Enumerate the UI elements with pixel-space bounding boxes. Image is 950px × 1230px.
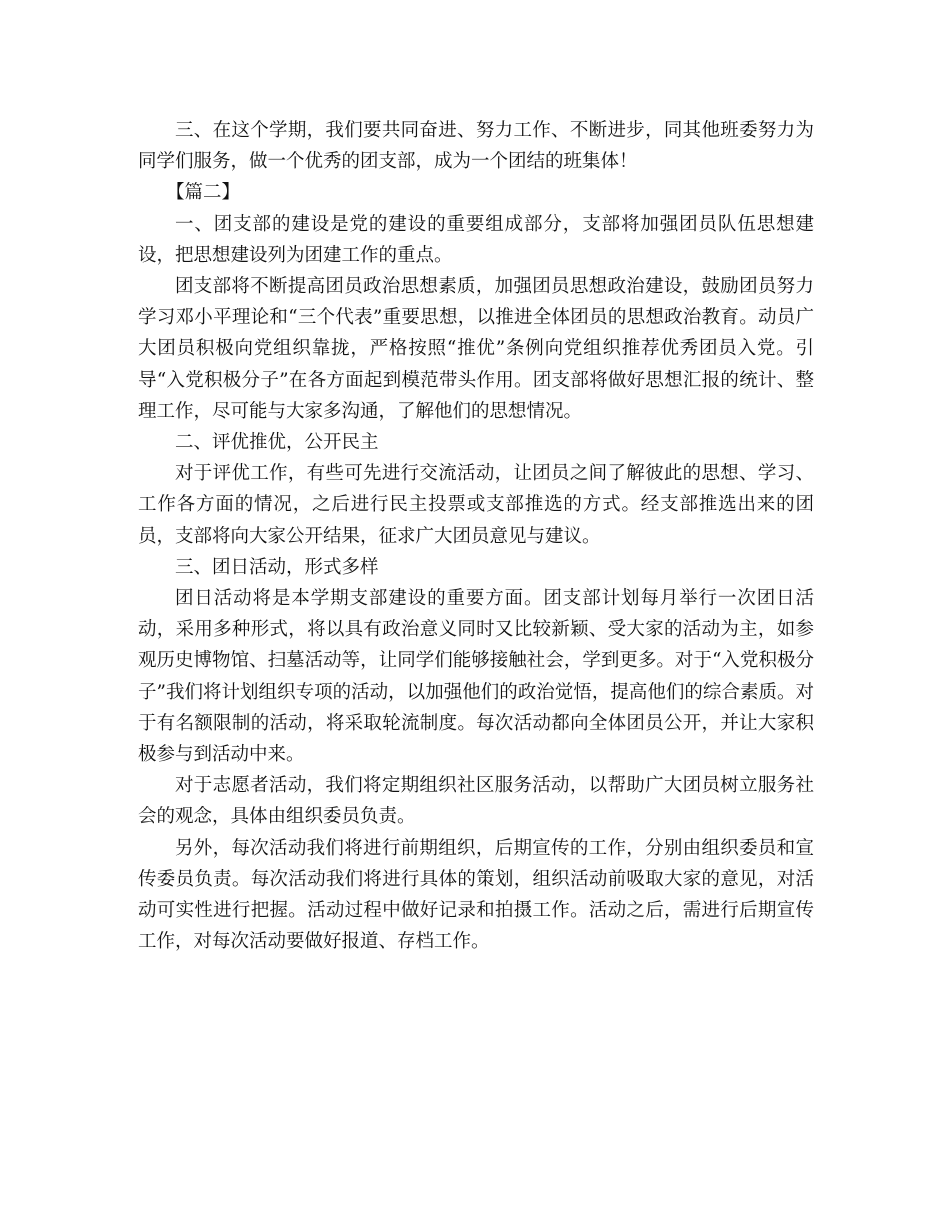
paragraph-semester-goal: 三、在这个学期，我们要共同奋进、努力工作、不断进步，同其他班委努力为同学们服务，做一个优秀的团支部，成为一个团结的班集体！: [138, 120, 814, 173]
document-body: [138, 115, 814, 957]
paragraph-league-day: 团日活动将是本学期支部建设的重要方面。团支部计划每月举行一次团日活动，采用多种形式，将以具有政治意义同时又比较新颖、受大家的活动为主，如参观历史博物馆、扫墓活动等，让同学们能够接触社会，学到更多。对于“入党积极分子”我们将计划组织专项的活动，以加强他们的政治觉悟，提高他们的综合素质。对于有名额限制的活动，将采取轮流制度。每次活动都向全体团员公开，并让大家积极参与到活动中来。: [138, 588, 814, 766]
heading-league-day: 三、团日活动，形式多样: [175, 556, 379, 578]
paragraph-volunteer: 对于志愿者活动，我们将定期组织社区服务活动，以帮助广大团员树立服务社会的观念，具体由组织委员负责。: [138, 775, 814, 828]
paragraph-political-education: 团支部将不断提高团员政治思想素质，加强团员思想政治建设，鼓励团员努力学习邓小平理论和“三个代表”重要思想，以推进全体团员的思想政治教育。动员广大团员积极向党组织靠拢，严格按照“推优”条例向党组织推荐优秀团员入党。引导“入党积极分子”在各方面起到模范带头作用。团支部将做好思想汇报的统计、整理工作，尽可能与大家多沟通，了解他们的思想情况。: [138, 276, 814, 422]
paragraph-organization: 另外，每次活动我们将进行前期组织，后期宣传的工作，分别由组织委员和宣传委员负责。每次活动我们将进行具体的策划，组织活动前吸取大家的意见，对活动可实性进行把握。活动过程中做好记录和拍摄工作。活动之后，需进行后期宣传工作，对每次活动要做好报道、存档工作。: [138, 837, 814, 953]
paragraph-evaluation: 对于评优工作，有些可先进行交流活动，让团员之间了解彼此的思想、学习、工作各方面的情况，之后进行民主投票或支部推选的方式。经支部推选出来的团员，支部将向大家公开结果，征求广大团员意见与建议。: [138, 463, 814, 547]
paragraph-branch-construction: 一、团支部的建设是党的建设的重要组成部分，支部将加强团员队伍思想建设，把思想建设列为团建工作的重点。: [138, 213, 814, 266]
heading-evaluation: 二、评优推优，公开民主: [175, 432, 379, 454]
section-heading-part-two: 【篇二】: [166, 182, 241, 204]
